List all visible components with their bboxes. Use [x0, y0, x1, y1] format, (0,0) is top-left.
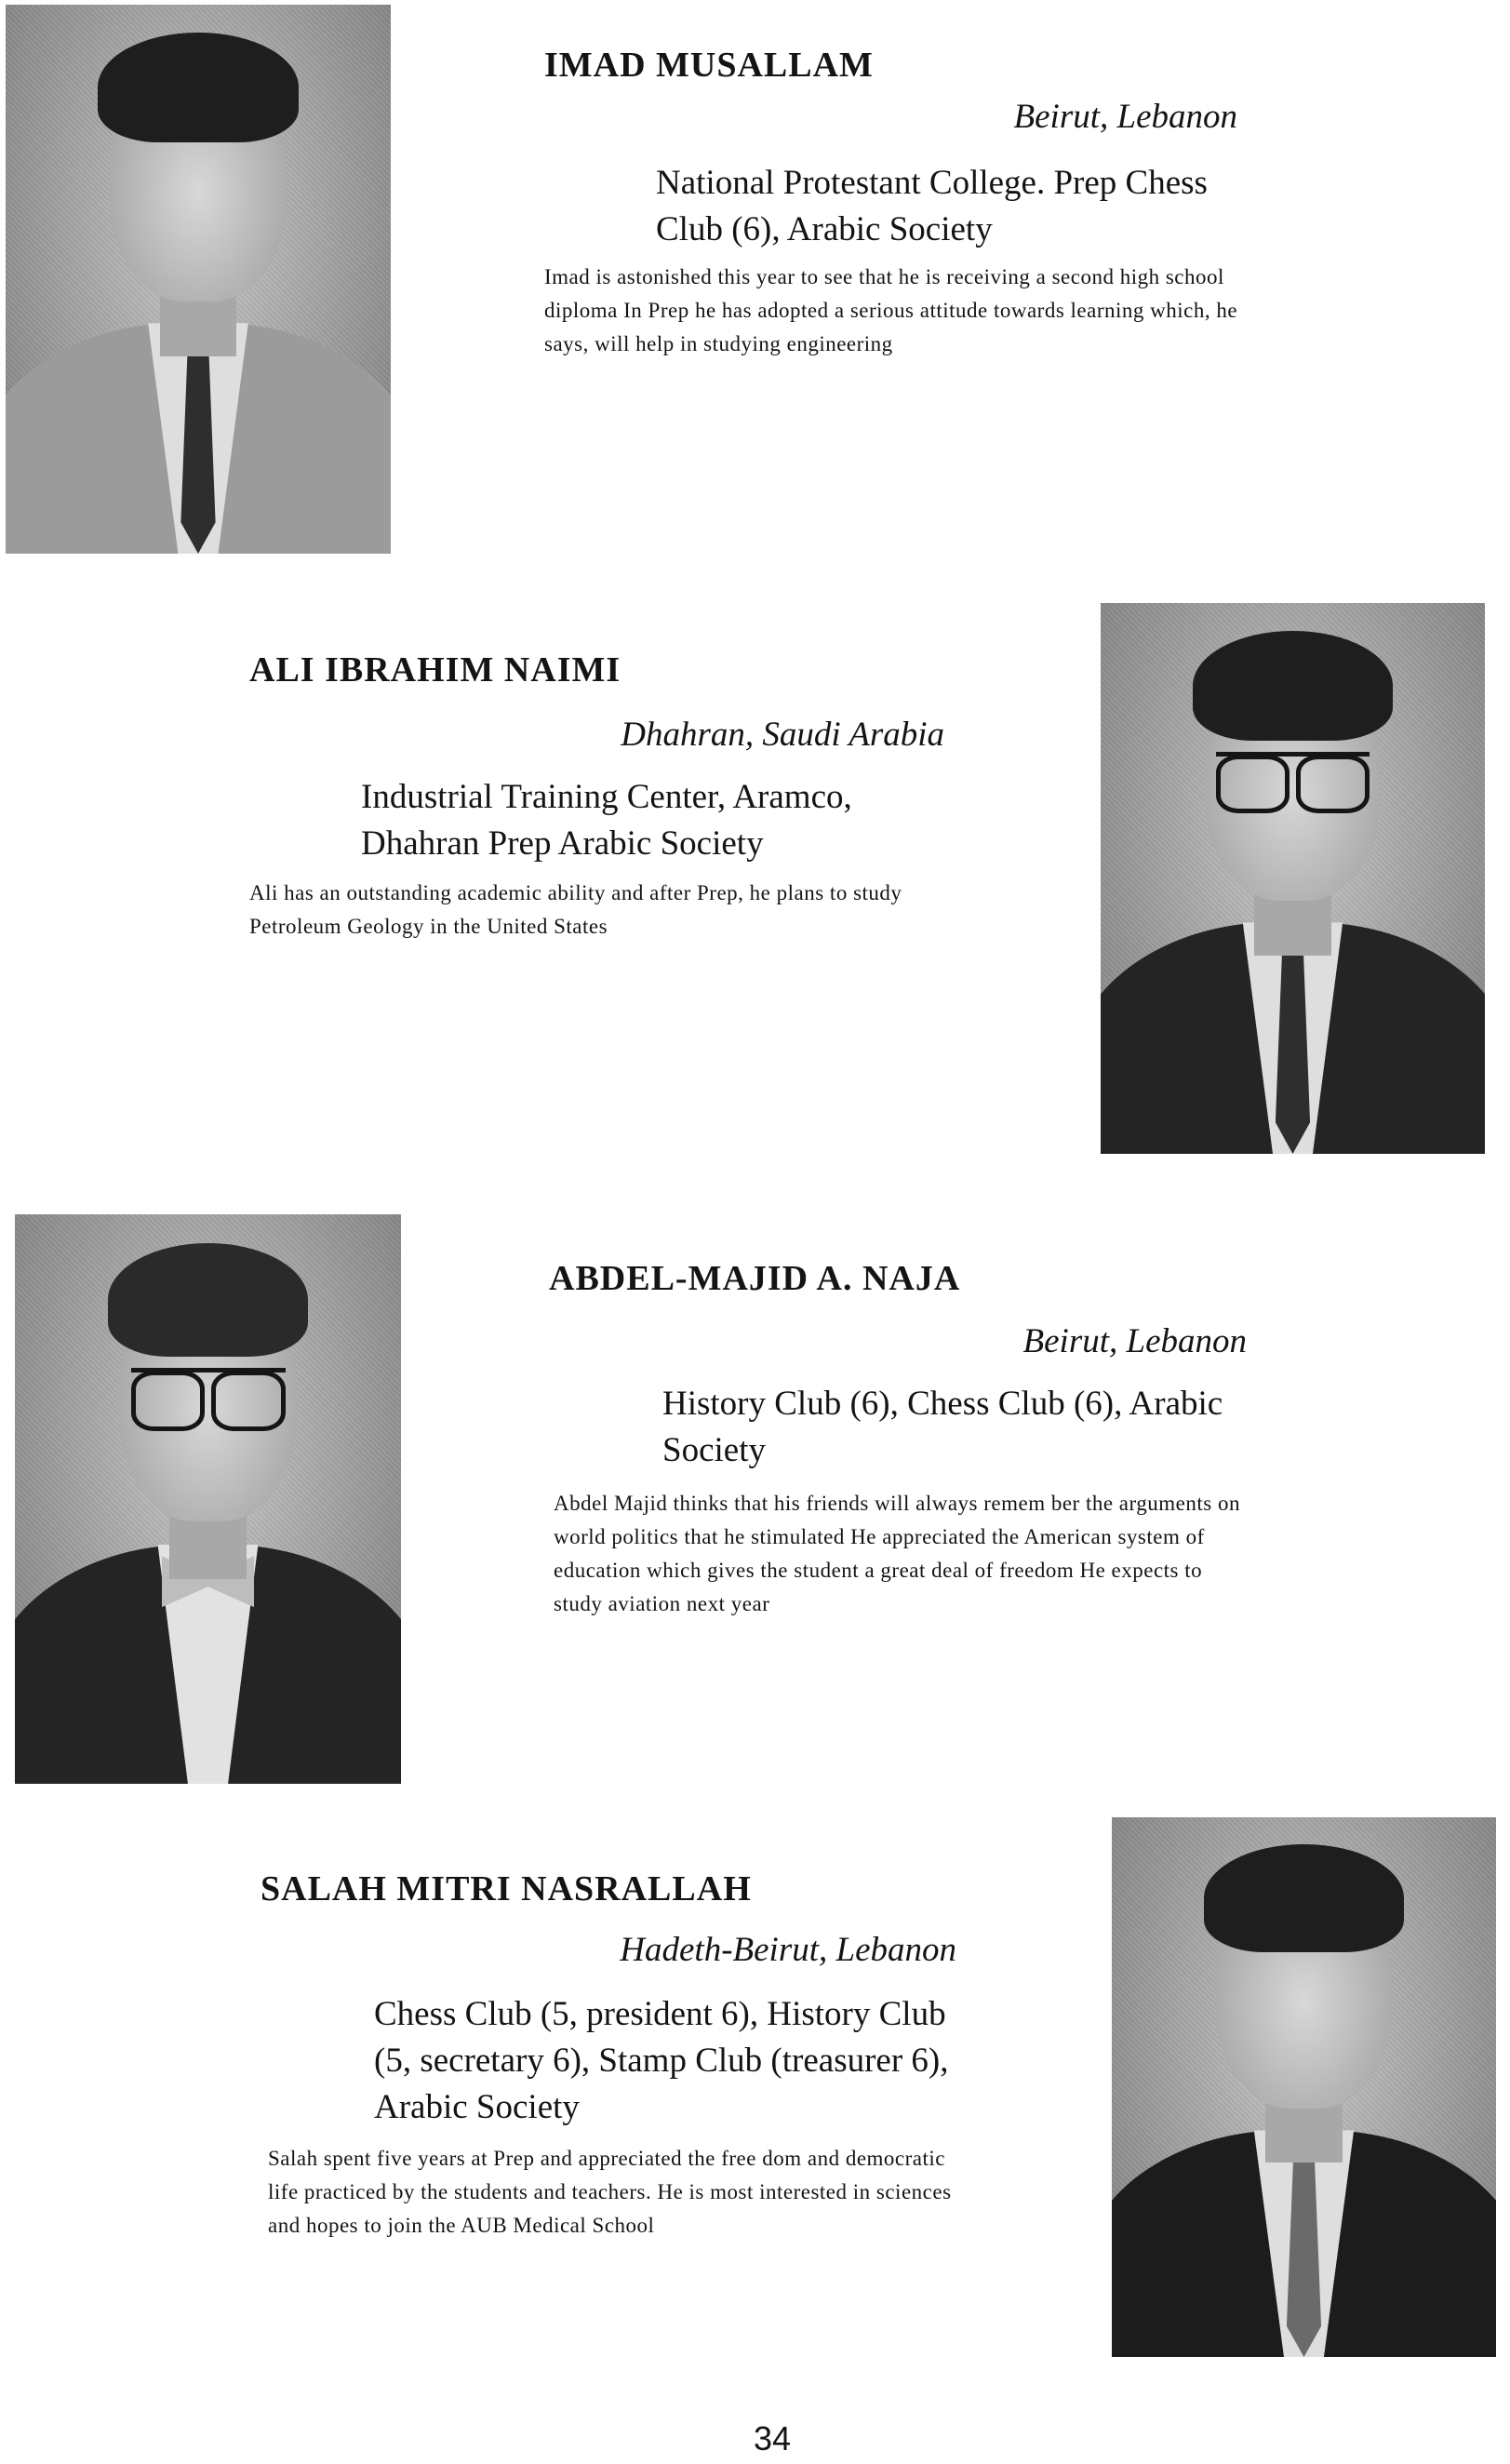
portrait-photo-salah-mitri-nasrallah: [1112, 1817, 1496, 2357]
student-name: ALI IBRAHIM NAIMI: [249, 650, 621, 690]
student-activities: Industrial Training Center, Aramco, Dhahran Prep Arabic Society: [361, 778, 852, 863]
student-activities: National Protestant College. Prep Chess Club (6), Arabic Society: [656, 164, 1208, 248]
portrait-photo-abdel-majid-naja: [15, 1214, 401, 1784]
student-hometown: Hadeth-Beirut, Lebanon: [620, 1931, 956, 1969]
student-name: SALAH MITRI NASRALLAH: [261, 1869, 752, 1908]
portrait-photo-imad-musallam: [6, 5, 391, 554]
student-activities: History Club (6), Chess Club (6), Arabic Society: [662, 1385, 1223, 1469]
portrait-photo-ali-ibrahim-naimi: [1101, 603, 1485, 1154]
student-name: IMAD MUSALLAM: [544, 46, 874, 85]
page-number: 34: [753, 2419, 792, 2457]
student-activities: Chess Club (5, president 6), History Club (5, secretary 6), Stamp Club (treasurer 6), Arabic Society: [374, 1995, 949, 2126]
student-biography: Ali has an outstanding academic ability and after Prep, he plans to study Petroleum Geology in the United States: [249, 881, 902, 938]
student-hometown: Dhahran, Saudi Arabia: [621, 716, 944, 754]
student-hometown: Beirut, Lebanon: [1013, 98, 1237, 136]
student-biography: Imad is astonished this year to see that he is receiving a second high school diploma In Prep he has adopted a serious attitude towards learning which, he says, will help in studying engineering: [544, 265, 1238, 355]
student-biography: Abdel Majid thinks that his friends will always remem ber the arguments on world politics that he stimulated He appreciated the American system of education which gives the student a great deal of freedom He expects to study aviation next year: [554, 1492, 1240, 1615]
student-hometown: Beirut, Lebanon: [1022, 1322, 1247, 1360]
student-biography: Salah spent five years at Prep and appreciated the free dom and democratic life practiced by the students and teachers. He is most interested in sciences and hopes to join the AUB Medical School: [268, 2147, 952, 2237]
student-name: ABDEL-MAJID A. NAJA: [549, 1259, 961, 1298]
